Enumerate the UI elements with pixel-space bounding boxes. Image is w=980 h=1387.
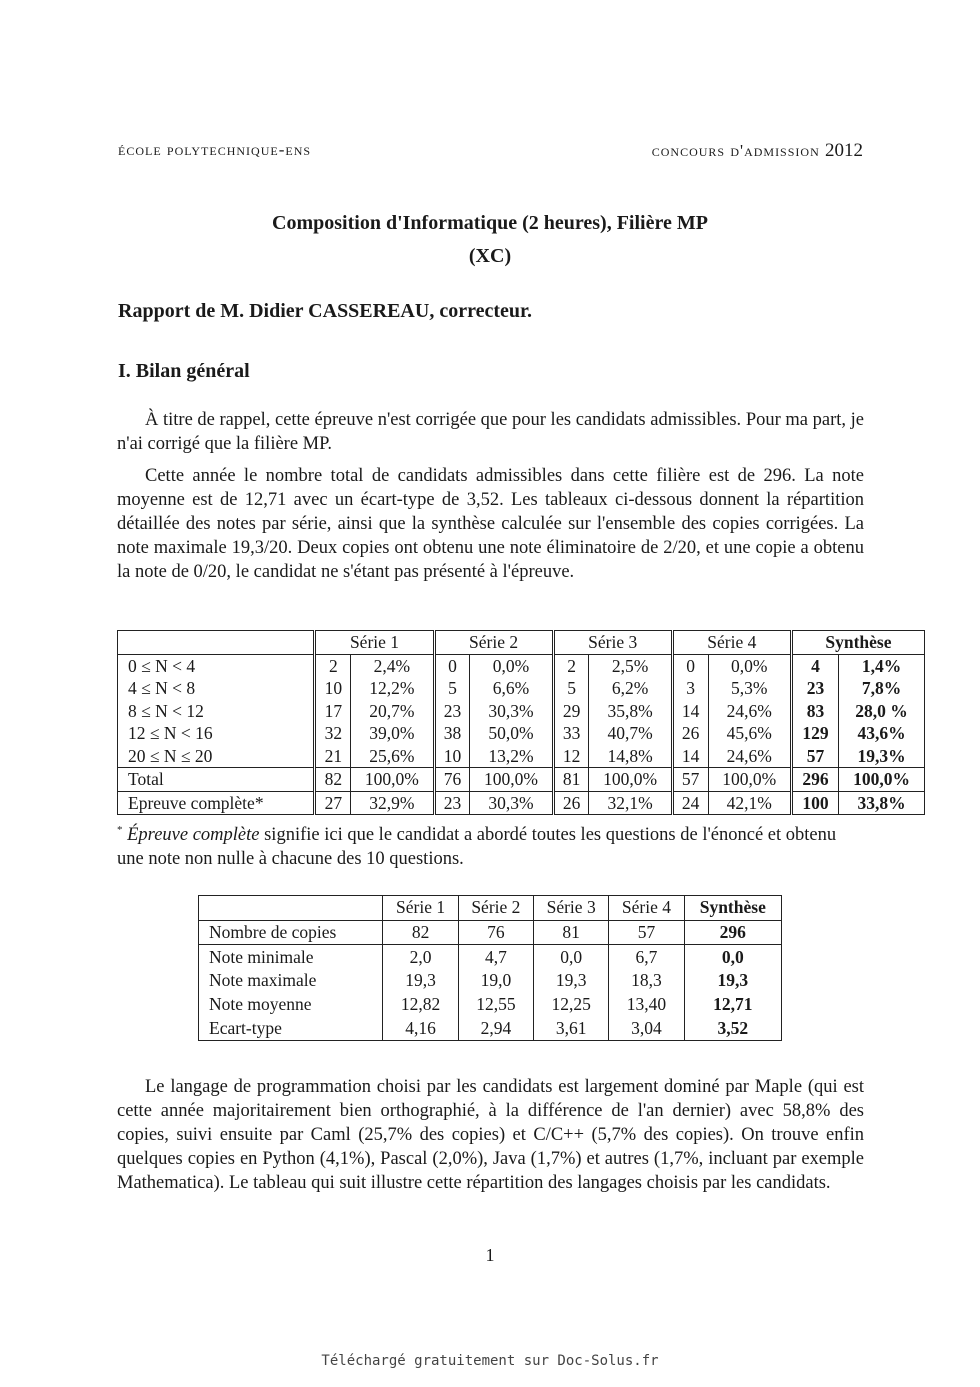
cell-value: 6,7 — [609, 945, 684, 969]
cell-percent: 0,0% — [708, 654, 791, 677]
row-label: 8 ≤ N < 12 — [128, 700, 204, 721]
cell-value: 3,04 — [609, 1016, 684, 1040]
table-row — [199, 945, 782, 969]
footnote-text: signifie ici que le candidat a abordé toutes les questions de l'énoncé et obtenu une note non nulle à chacune des 10 questions. — [117, 825, 837, 870]
cell-value: 13,40 — [609, 993, 684, 1017]
header-serie-2: Série 2 — [458, 896, 533, 921]
cell-count: 5 — [553, 677, 589, 700]
cell-count: 21 — [315, 745, 351, 768]
cell-count: 23 — [434, 791, 470, 815]
cell-percent: 50,0% — [470, 722, 553, 745]
cell-percent: 45,6% — [708, 722, 791, 745]
row-label: Note minimale — [199, 945, 383, 969]
cell-count: 38 — [434, 722, 470, 745]
cell-value: 3,52 — [684, 1016, 781, 1040]
cell-count: 14 — [672, 745, 708, 768]
cell-percent: 24,6% — [708, 745, 791, 768]
cell-count: 129 — [791, 722, 838, 745]
cell-count: 24 — [672, 791, 708, 815]
cell-percent: 2,4% — [351, 654, 434, 677]
paragraph-3: Le langage de programmation choisi par les candidats est largement dominé par Maple (qui est cette année majoritairement bien orthographié, à la différence de l'an dernier) avec 58,8% des copies, suivi ensuite par Caml (25,7% des copies) et C/C++ (5,7% des copies). On trouve enfin quelques copies en Python (4,1%), Pascal (2,0%), Java (1,7%) et autres (1,7%, incluant par exemple Mathematica). Le tableau qui suit illustre cette répartition des langages choisis par les candidats. — [117, 1077, 864, 1193]
download-footer: Téléchargé gratuitement sur Doc-Solus.fr — [321, 1353, 659, 1369]
cell-percent: 100,0% — [351, 768, 434, 792]
cell-count: 82 — [315, 768, 351, 792]
table-row — [118, 722, 925, 745]
cell-percent: 13,2% — [470, 745, 553, 768]
cell-count: 26 — [553, 791, 589, 815]
cell-value: 4,16 — [383, 1016, 458, 1040]
cell-value: 18,3 — [609, 969, 684, 993]
cell-count: 26 — [672, 722, 708, 745]
document-subtitle: (XC) — [468, 245, 512, 267]
header-serie-3: Série 3 — [534, 896, 609, 921]
cell-count: 14 — [672, 700, 708, 723]
cell-value: 0,0 — [534, 945, 609, 969]
cell-value: 2,94 — [458, 1016, 533, 1040]
grade-distribution-table — [117, 630, 925, 815]
cell-percent: 100,0% — [589, 768, 672, 792]
header-empty-cell — [199, 896, 383, 921]
contest-label — [652, 140, 863, 162]
cell-value: 12,25 — [534, 993, 609, 1017]
table-header-row — [118, 631, 925, 655]
cell-percent: 39,0% — [351, 722, 434, 745]
row-label: Epreuve complète* — [118, 791, 315, 815]
cell-percent: 19,3% — [839, 745, 925, 768]
cell-percent: 100,0% — [839, 768, 925, 792]
header-empty-cell — [118, 631, 315, 655]
cell-percent: 12,2% — [351, 677, 434, 700]
header-serie-2: Série 2 — [434, 631, 553, 655]
header-serie-3: Série 3 — [553, 631, 672, 655]
header-synthese: Synthèse — [791, 631, 924, 655]
document-title: Composition d'Informatique (2 heures), Filière MP — [272, 212, 708, 234]
table-row — [118, 654, 925, 677]
cell-count: 29 — [553, 700, 589, 723]
header-serie-1: Série 1 — [315, 631, 434, 655]
cell-value: 81 — [534, 920, 609, 945]
contest-year: 2012 — [825, 140, 863, 161]
header-serie-4: Série 4 — [672, 631, 791, 655]
cell-count: 100 — [791, 791, 838, 815]
statistics-table — [198, 895, 782, 1041]
cell-count: 296 — [791, 768, 838, 792]
row-label: 0 ≤ N < 4 — [128, 655, 196, 676]
cell-value: 19,3 — [383, 969, 458, 993]
cell-count: 17 — [315, 700, 351, 723]
cell-count: 2 — [553, 654, 589, 677]
cell-value: 0,0 — [684, 945, 781, 969]
cell-count: 5 — [434, 677, 470, 700]
footnote — [117, 818, 864, 871]
cell-value: 12,71 — [684, 993, 781, 1017]
cell-percent: 24,6% — [708, 700, 791, 723]
complete-row — [118, 791, 925, 815]
row-label: Nombre de copies — [199, 920, 383, 945]
paragraph-2: Cette année le nombre total de candidats admissibles dans cette filière est de 296. La note moyenne est de 12,71 avec un écart-type de 3,52. Les tableaux ci-dessous donnent la répartition détaillée des notes par série, ainsi que la synthèse calculée sur l'ensemble des copies corrigées. La note maximale 19,3/20. Deux copies ont obtenu une note éliminatoire de 2/20, et une copie a obtenu la note de 0/20, le candidat ne s'étant pas présenté à l'épreuve. — [117, 466, 864, 582]
cell-percent: 35,8% — [589, 700, 672, 723]
cell-percent: 42,1% — [708, 791, 791, 815]
cell-count: 81 — [553, 768, 589, 792]
cell-count: 0 — [434, 654, 470, 677]
cell-value: 82 — [383, 920, 458, 945]
cell-value: 12,82 — [383, 993, 458, 1017]
cell-percent: 30,3% — [470, 791, 553, 815]
row-label: 12 ≤ N < 16 — [128, 723, 213, 744]
cell-percent: 28,0 % — [839, 700, 925, 723]
cell-value: 2,0 — [383, 945, 458, 969]
table-row — [199, 969, 782, 993]
page-number: 1 — [485, 1245, 495, 1265]
row-label: Total — [118, 768, 315, 792]
cell-value: 19,3 — [534, 969, 609, 993]
cell-percent: 32,1% — [589, 791, 672, 815]
cell-count: 12 — [553, 745, 589, 768]
cell-percent: 14,8% — [589, 745, 672, 768]
header-serie-4: Série 4 — [609, 896, 684, 921]
school-name: école polytechnique-ens — [118, 140, 312, 159]
footnote-marker: * — [117, 824, 123, 836]
footnote-term: Épreuve complète — [127, 825, 260, 846]
cell-count: 76 — [434, 768, 470, 792]
row-label: Ecart-type — [209, 1017, 282, 1038]
cell-value: 3,61 — [534, 1016, 609, 1040]
total-row — [118, 768, 925, 792]
section-heading: I. Bilan général — [118, 360, 250, 382]
row-label: 4 ≤ N < 8 — [128, 678, 196, 699]
row-label: 20 ≤ N ≤ 20 — [128, 745, 213, 766]
cell-count: 32 — [315, 722, 351, 745]
cell-percent: 32,9% — [351, 791, 434, 815]
table-row — [199, 1016, 782, 1040]
author-line: Rapport de M. Didier CASSEREAU, correcteur. — [118, 300, 533, 322]
cell-percent: 33,8% — [839, 791, 925, 815]
table-row — [118, 700, 925, 723]
cell-count: 23 — [434, 700, 470, 723]
cell-percent: 2,5% — [589, 654, 672, 677]
cell-percent: 6,2% — [589, 677, 672, 700]
cell-count: 57 — [791, 745, 838, 768]
cell-count: 33 — [553, 722, 589, 745]
cell-count: 57 — [672, 768, 708, 792]
cell-count: 0 — [672, 654, 708, 677]
cell-count: 83 — [791, 700, 838, 723]
cell-percent: 100,0% — [470, 768, 553, 792]
cell-percent: 43,6% — [839, 722, 925, 745]
header-serie-1: Série 1 — [383, 896, 458, 921]
cell-count: 2 — [315, 654, 351, 677]
cell-count: 23 — [791, 677, 838, 700]
contest-name: concours d'admission — [651, 141, 820, 160]
table-row — [118, 745, 925, 768]
cell-percent: 0,0% — [470, 654, 553, 677]
cell-value: 12,55 — [458, 993, 533, 1017]
cell-value: 19,0 — [458, 969, 533, 993]
table-header-row — [199, 896, 782, 921]
cell-count: 10 — [315, 677, 351, 700]
row-label: Note moyenne — [209, 994, 312, 1015]
header-synthese: Synthèse — [684, 896, 781, 921]
cell-percent: 20,7% — [351, 700, 434, 723]
paragraph-1: À titre de rappel, cette épreuve n'est corrigée que pour les candidats admissibles. Pour ma part, je n'ai corrigé que la filière MP. — [117, 410, 864, 454]
cell-count: 3 — [672, 677, 708, 700]
cell-percent: 6,6% — [470, 677, 553, 700]
cell-count: 4 — [791, 654, 838, 677]
cell-value: 4,7 — [458, 945, 533, 969]
cell-value: 19,3 — [684, 969, 781, 993]
table-row — [199, 920, 782, 945]
cell-percent: 25,6% — [351, 745, 434, 768]
cell-count: 10 — [434, 745, 470, 768]
cell-percent: 30,3% — [470, 700, 553, 723]
cell-percent: 1,4% — [839, 654, 925, 677]
cell-percent: 7,8% — [839, 677, 925, 700]
row-label: Note maximale — [209, 970, 317, 991]
cell-percent: 100,0% — [708, 768, 791, 792]
cell-value: 57 — [609, 920, 684, 945]
cell-value: 76 — [458, 920, 533, 945]
cell-percent: 5,3% — [708, 677, 791, 700]
table-row — [199, 993, 782, 1017]
cell-percent: 40,7% — [589, 722, 672, 745]
cell-value: 296 — [684, 920, 781, 945]
table-row — [118, 677, 925, 700]
cell-count: 27 — [315, 791, 351, 815]
